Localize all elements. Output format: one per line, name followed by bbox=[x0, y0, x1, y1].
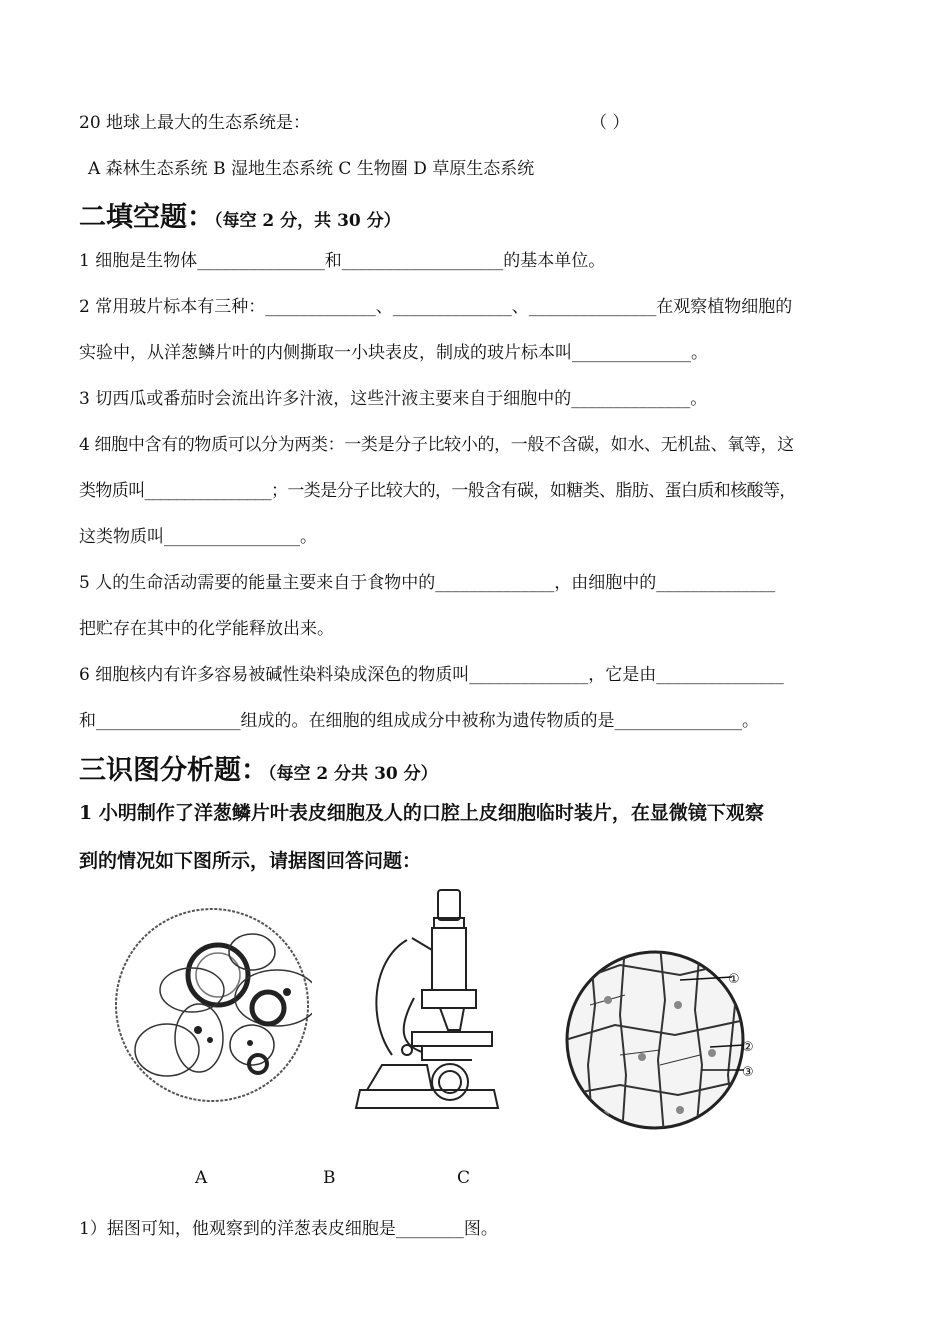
section-2-note: （每空 2 分，共 30 分） bbox=[214, 211, 401, 231]
fill-line-10: 6 细胞核内有许多容易被碱性染料染成深色的物质叫______________，它是由_______________ bbox=[79, 665, 784, 685]
microscope-stage bbox=[412, 1032, 492, 1046]
section-3-note: （每空 2 分共 30 分） bbox=[268, 764, 438, 784]
figure-label-a: A bbox=[195, 1168, 208, 1188]
figure-a-nucleus bbox=[194, 1026, 202, 1034]
figure-a-nucleus bbox=[283, 988, 291, 996]
question-3-1-sub-1: 1）据图可知，他观察到的洋葱表皮细胞是________图。 bbox=[79, 1219, 498, 1239]
figure-a-cell-view bbox=[112, 880, 312, 1130]
microscope-objective bbox=[440, 1008, 464, 1030]
question-20-options: A 森林生态系统 B 湿地生态系统 C 生物圈 D 草原生态系统 bbox=[88, 159, 535, 179]
figure-c-nucleus bbox=[708, 1049, 716, 1057]
figure-a-bubble bbox=[188, 945, 248, 1005]
fill-line-9: 把贮存在其中的化学能释放出来。 bbox=[79, 619, 334, 639]
microscope-coarse-knob bbox=[432, 1064, 468, 1100]
figure-a-nucleus bbox=[207, 1037, 213, 1043]
microscope-base bbox=[367, 1065, 432, 1090]
fill-line-6: 类物质叫________________；一类是分子比较大的，一般含有碳，如糖类、脂肪、蛋白质和核酸等， bbox=[79, 481, 796, 501]
question-3-1-line-2: 到的情况如下图所示，请据图回答问题： bbox=[79, 850, 422, 872]
microscope-arm bbox=[376, 940, 407, 1055]
section-2-title: 二填空题： bbox=[79, 202, 214, 233]
figure-b-microscope bbox=[352, 880, 502, 1120]
fill-line-11: 和_________________组成的。在细胞的组成成分中被称为遗传物质的是_______________。 bbox=[79, 711, 759, 731]
figure-a-cell bbox=[235, 970, 312, 1026]
figure-label-b: B bbox=[323, 1168, 336, 1188]
section-2-heading bbox=[79, 195, 401, 234]
microscope-tube bbox=[432, 928, 466, 990]
question-20 bbox=[79, 108, 310, 133]
marker-1: ① bbox=[728, 972, 740, 987]
figure-c-nucleus bbox=[604, 996, 612, 1004]
section-3-heading bbox=[79, 748, 438, 787]
fill-line-5: 4 细胞中含有的物质可以分为两类：一类是分子比较小的，一般不含碳，如水、无机盐、氧等，这 bbox=[79, 435, 794, 455]
question-20-answer-paren: （ ） bbox=[590, 113, 630, 133]
question-3-1-line-1: 1 小明制作了洋葱鳞片叶表皮细胞及人的口腔上皮细胞临时装片，在显微镜下观察 bbox=[79, 802, 764, 824]
section-3-title: 三识图分析题： bbox=[79, 755, 268, 786]
microscope-eyepiece bbox=[438, 890, 460, 920]
fill-line-2: 2 常用玻片标本有三种：_____________、______________、_______________在观察植物细胞的 bbox=[79, 297, 793, 317]
figure-a-cell bbox=[135, 1024, 199, 1076]
fill-line-7: 这类物质叫________________。 bbox=[79, 527, 317, 547]
fill-line-3: 实验中，从洋葱鳞片叶的内侧撕取一小块表皮，制成的玻片标本叫______________。 bbox=[79, 343, 708, 363]
figure-label-c: C bbox=[457, 1168, 471, 1188]
marker-2: ② bbox=[742, 1040, 754, 1055]
figure-a-cell bbox=[175, 1004, 223, 1072]
fill-line-4: 3 切西瓜或番茄时会流出许多汁液，这些汁液主要来自于细胞中的______________。 bbox=[79, 389, 708, 409]
figure-c-nucleus bbox=[638, 1053, 646, 1061]
marker-3: ③ bbox=[742, 1065, 754, 1080]
fill-line-1: 1 细胞是生物体_______________和___________________的基本单位。 bbox=[79, 251, 606, 271]
figure-a-nucleus bbox=[247, 1040, 253, 1046]
question-20-text: 20 地球上最大的生态系统是： bbox=[79, 113, 311, 133]
figure-c-onion-cells bbox=[560, 945, 790, 1135]
fill-line-8: 5 人的生命活动需要的能量主要来自于食物中的______________，由细胞中的______________ bbox=[79, 573, 776, 593]
figure-a-bubble bbox=[252, 992, 284, 1024]
figure-c-nucleus bbox=[676, 1106, 684, 1114]
figure-c-nucleus bbox=[674, 1001, 682, 1009]
